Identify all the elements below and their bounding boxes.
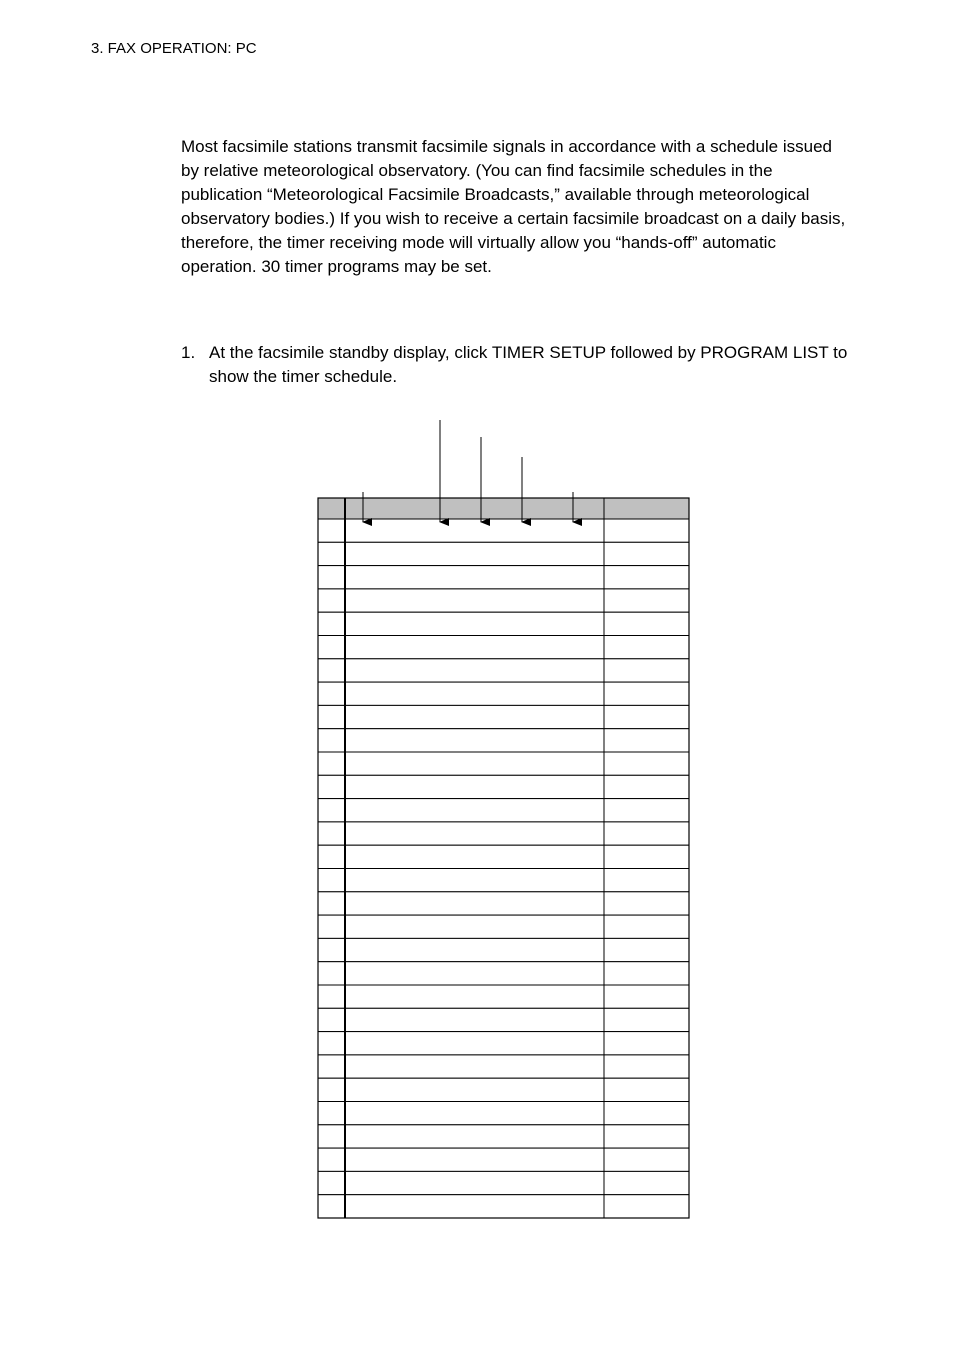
table-header-row [318,498,689,519]
table-row [318,1195,689,1218]
table-row [318,659,689,682]
table-row [318,892,689,915]
table-row [318,1171,689,1194]
table-row [318,636,689,659]
table-row [318,589,689,612]
intro-paragraph: Most facsimile stations transmit facsimile signals in accordance with a schedule issued by relative meteorological observatory. (You can find facsimile schedules in the publication “Meteorological Facsimile Broadcasts,” available through meteorological observatory bodies.) If you wish to receive a certain facsimile broadcast on a daily basis, therefore, the timer receiving mode will virtually allow you “hands-off” automatic operation. 30 timer programs may be set. [181,137,846,276]
table-row [318,915,689,938]
table-row [318,542,689,565]
timer-program-table [318,498,689,1218]
table-row [318,1125,689,1148]
table-row [318,799,689,822]
step-text: At the facsimile standby display, click TIMER SETUP followed by PROGRAM LIST to show the timer schedule. [209,343,848,386]
table-row [318,682,689,705]
table-row [318,519,689,542]
table-row [318,1055,689,1078]
table-row [318,822,689,845]
table-row [318,938,689,961]
table-row [318,566,689,589]
table-row [318,775,689,798]
table-row [318,1102,689,1125]
table-row [318,705,689,728]
table-row [318,612,689,635]
table-row [318,1078,689,1101]
table-row [318,1032,689,1055]
table-row [318,869,689,892]
table-row [318,752,689,775]
step-number: 1. [181,343,196,362]
table-row [318,1148,689,1171]
table-row [318,962,689,985]
table-row [318,1008,689,1031]
table-row [318,729,689,752]
table-row [318,985,689,1008]
table-row [318,845,689,868]
running-head: 3. FAX OPERATION: PC [91,40,257,57]
